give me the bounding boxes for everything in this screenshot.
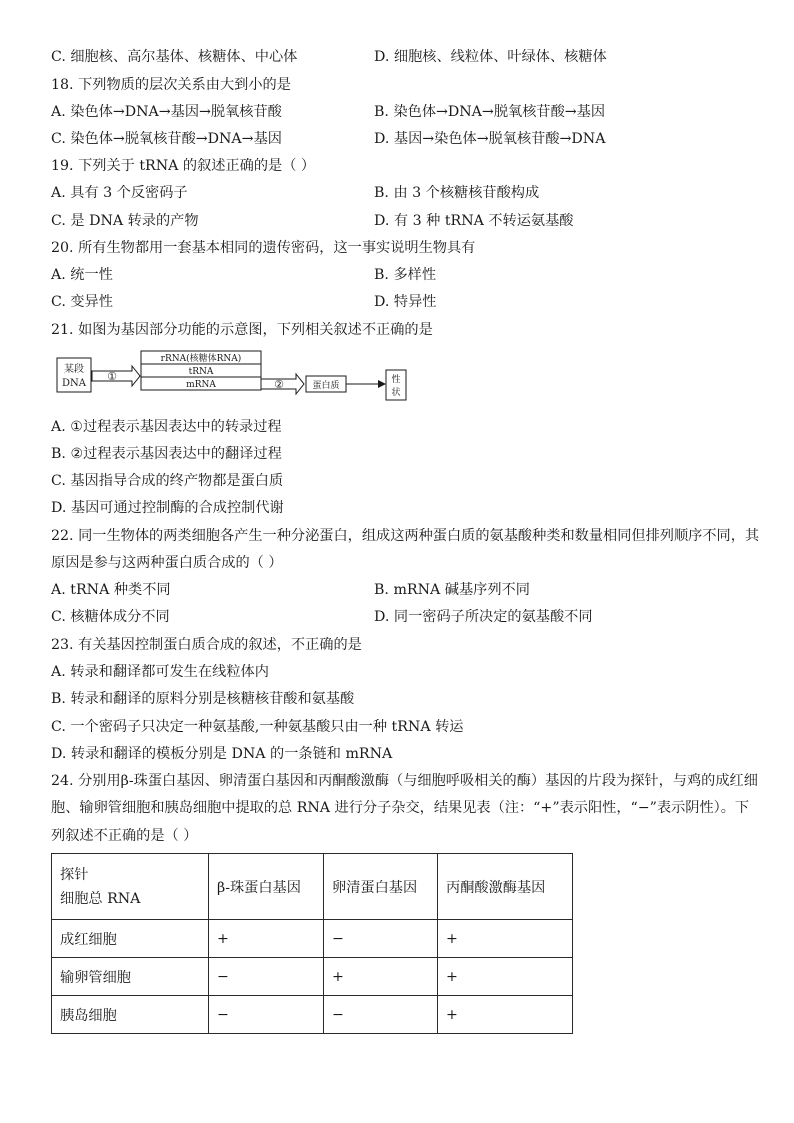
table-header-row [52,854,573,920]
text-line: C. 是 DNA 转录的产物 [51,213,199,229]
text-line: B. 转录和翻译的原料分别是核糖核苷酸和氨基酸 [51,691,355,707]
trait-label-1: 性 [391,375,401,385]
text-line: 23. 有关基因控制蛋白质合成的叙述，不正确的是 [51,637,362,653]
text-line: 22. 同一生物体的两类细胞各产生一种分泌蛋白，组成这两种蛋白质的氨基酸种类和数量相同但排列顺序不同，其 [51,528,760,544]
text-line: 21. 如图为基因部分功能的示意图，下列相关叙述不正确的是 [51,322,433,338]
column-header: 卵清蛋白基因 [324,854,438,920]
text-line: 24. 分别用β-珠蛋白基因、卵清蛋白基因和丙酮酸激酶（与细胞呼吸相关的酶）基因的片段为探针，与鸡的成红细 [51,773,758,789]
table-row [52,996,573,1034]
gene-function-diagram [56,346,416,406]
row-label: 输卵管细胞 [52,958,209,996]
text-line: A. ①过程表示基因表达中的转录过程 [51,419,282,435]
text-line: D. 基因→染色体→脱氧核苷酸→DNA [374,131,606,147]
row-label: 胰岛细胞 [52,996,209,1034]
hybridization-table [51,853,573,1034]
corner-rna-label: 细胞总 RNA [60,890,141,907]
text-line: C. 细胞核、高尔基体、核糖体、中心体 [51,49,298,65]
mrna-label: mRNA [186,380,216,390]
table-row [52,958,573,996]
table-cell: − [209,996,324,1034]
text-line: D. 基因可通过控制酶的合成控制代谢 [51,500,284,516]
dna-label-1: 某段 [64,364,84,375]
text-line: 20. 所有生物都用一套基本相同的遗传密码，这一事实说明生物具有 [51,240,476,256]
dna-label-2: DNA [62,378,86,389]
text-line: A. tRNA 种类不同 [51,582,171,598]
text-line: B. mRNA 碱基序列不同 [374,582,530,598]
table-cell: + [438,958,573,996]
text-line: A. 转录和翻译都可发生在线粒体内 [51,664,269,680]
text-line: A. 统一性 [51,267,113,283]
table-corner-cell [52,854,209,920]
text-line: D. 同一密码子所决定的氨基酸不同 [374,609,593,625]
text-line: D. 转录和翻译的模板分别是 DNA 的一条链和 mRNA [51,746,393,762]
text-line: A. 染色体→DNA→基因→脱氧核苷酸 [51,104,282,120]
table-cell: + [438,996,573,1034]
column-header: 丙酮酸激酶基因 [438,854,573,920]
protein-label: 蛋白质 [312,381,340,391]
text-line: B. 由 3 个核糖核苷酸构成 [374,185,540,201]
row-label: 成红细胞 [52,920,209,958]
trait-label-2: 状 [391,388,401,398]
text-line: B. ②过程表示基因表达中的翻译过程 [51,446,282,462]
text-line: C. 核糖体成分不同 [51,609,170,625]
step-1-label: ① [107,370,117,383]
text-line: A. 具有 3 个反密码子 [51,185,188,201]
text-line: 胞、输卵管细胞和胰岛细胞中提取的总 RNA 进行分子杂交，结果见表（注：“+”表示阳性，“−”表示阴性）。下 [51,800,750,816]
corner-probe-label: 探针 [60,866,89,883]
table-cell: + [324,958,438,996]
text-line: D. 特异性 [374,294,437,310]
column-header: β-珠蛋白基因 [209,854,324,920]
step-2-label: ② [274,378,284,391]
table-cell: − [324,920,438,958]
text-line: 19. 下列关于 tRNA 的叙述正确的是（ ） [51,158,316,174]
trna-label: tRNA [188,367,214,377]
table-cell: − [209,958,324,996]
text-line: C. 基因指导合成的终产物都是蛋白质 [51,473,284,489]
text-line: B. 染色体→DNA→脱氧核苷酸→基因 [374,104,606,120]
text-line: 列叙述不正确的是（ ） [51,828,198,844]
text-line: 18. 下列物质的层次关系由大到小的是 [51,77,291,93]
text-line: 原因是参与这两种蛋白质合成的（ ） [51,555,283,571]
table-cell: + [438,920,573,958]
table-cell: + [209,920,324,958]
table-row [52,920,573,958]
table-cell: − [324,996,438,1034]
text-line: C. 变异性 [51,294,113,310]
text-line: C. 染色体→脱氧核苷酸→DNA→基因 [51,131,282,147]
text-line: D. 细胞核、线粒体、叶绿体、核糖体 [374,49,607,65]
rrna-label: rRNA(核糖体RNA) [160,354,242,364]
text-line: C. 一个密码子只决定一种氨基酸,一种氨基酸只由一种 tRNA 转运 [51,719,464,735]
text-line: D. 有 3 种 tRNA 不转运氨基酸 [374,213,574,229]
text-line: B. 多样性 [374,267,437,283]
